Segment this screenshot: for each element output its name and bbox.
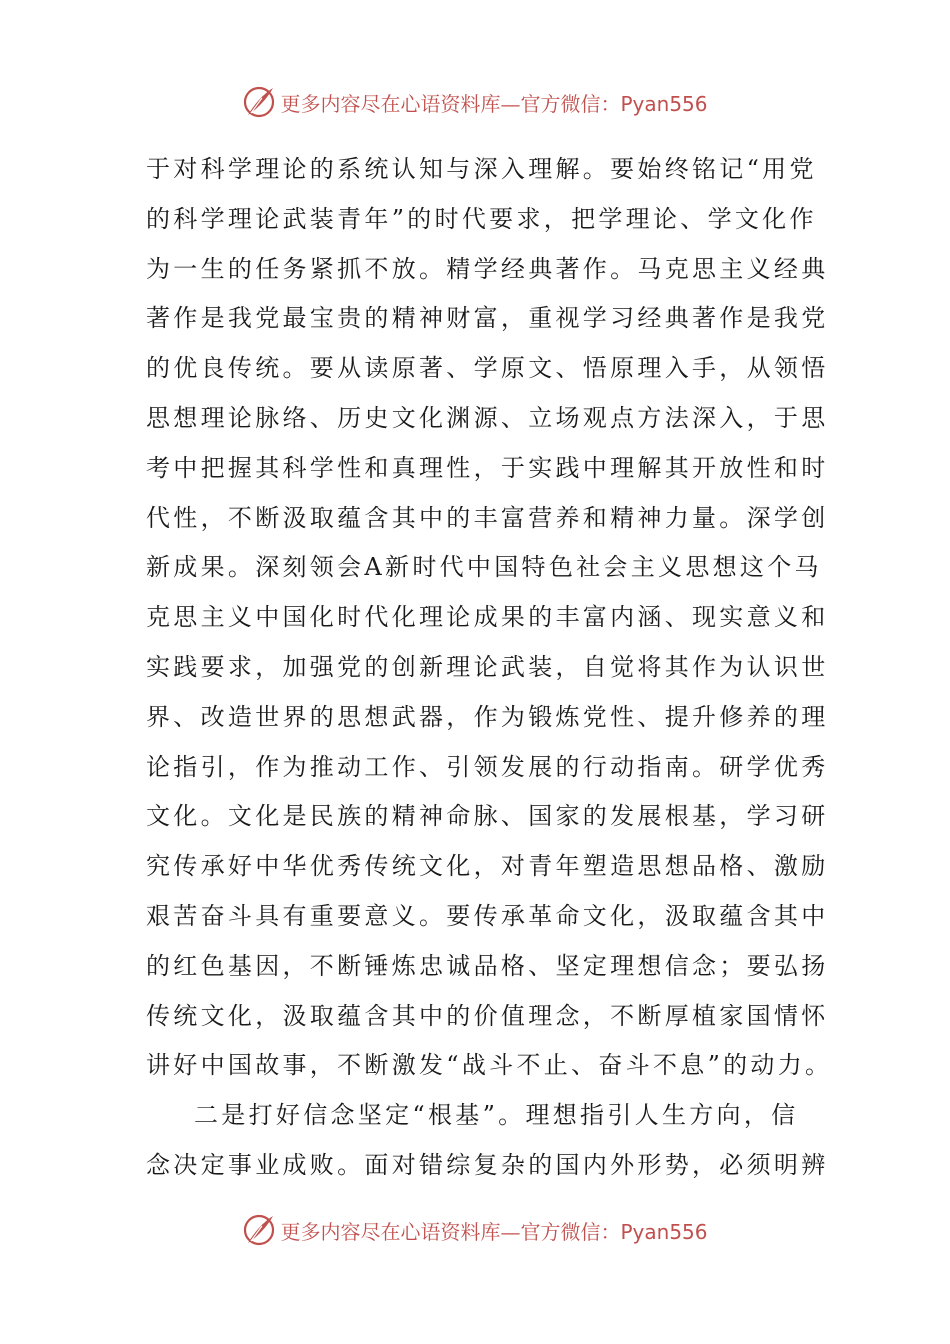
paragraph-start-line: 二是打好信念坚定“根基”。理想指引人生方向，信: [194, 1101, 799, 1130]
footer-watermark-banner: [0, 1210, 950, 1250]
text-line: 实践要求，加强党的创新理论武装，自觉将其作为认识世: [146, 652, 829, 681]
wechat-id: Pyan556: [620, 1219, 708, 1244]
text-line: 于对科学理论的系统认知与深入理解。要始终铭记“用党: [146, 155, 817, 183]
text-line: 著作是我党最宝贵的精神财富，重视学习经典著作是我党: [146, 304, 829, 333]
text-line: 的红色基因，不断锤炼忠诚品格、坚定理想信念；要弘扬: [146, 951, 829, 980]
text-line: 新成果。深刻领会A新时代中国特色社会主义思想这个马: [146, 553, 822, 582]
text-line: 代性，不断汲取蕴含其中的丰富营养和精神力量。深学创: [146, 503, 829, 532]
text-line: 文化。文化是民族的精神命脉、国家的发展根基，学习研: [146, 802, 829, 831]
text-line: 思想理论脉络、历史文化渊源、立场观点方法深入，于思: [146, 403, 829, 432]
quill-pen-logo-icon: [242, 85, 276, 119]
wechat-id: Pyan556: [620, 91, 708, 116]
text-line: 讲好中国故事，不断激发“战斗不止、奋斗不息”的动力。: [146, 1051, 833, 1080]
banner-text: 更多内容尽在心语资料库—官方微信：Pyan556: [280, 1219, 708, 1244]
text-line: 的科学理论武装青年”的时代要求，把学理论、学文化作: [146, 204, 817, 233]
quill-pen-logo-icon: [242, 1213, 276, 1247]
banner-text: 更多内容尽在心语资料库—官方微信：Pyan556: [280, 91, 708, 116]
text-line: 论指引，作为推动工作、引领发展的行动指南。研学优秀: [146, 752, 829, 781]
text-line: 念决定事业成败。面对错综复杂的国内外形势，必须明辨: [146, 1150, 829, 1179]
text-line: 传统文化，汲取蕴含其中的价值理念，不断厚植家国情怀: [146, 1001, 829, 1030]
header-watermark-banner: [0, 82, 950, 122]
text-line: 究传承好中华优秀传统文化，对青年塑造思想品格、激励: [146, 852, 829, 881]
text-line: 为一生的任务紧抓不放。精学经典著作。马克思主义经典: [146, 254, 829, 283]
text-line: 的优良传统。要从读原著、学原文、悟原理入手，从领悟: [146, 354, 829, 383]
text-line: 考中把握其科学性和真理性，于实践中理解其开放性和时: [146, 453, 829, 482]
text-line: 克思主义中国化时代化理论成果的丰富内涵、现实意义和: [146, 603, 829, 632]
text-line: 艰苦奋斗具有重要意义。要传承革命文化，汲取蕴含其中: [146, 901, 829, 930]
text-line: 界、改造世界的思想武器，作为锻炼党性、提升修养的理: [146, 702, 829, 731]
document-body: [146, 145, 833, 1191]
